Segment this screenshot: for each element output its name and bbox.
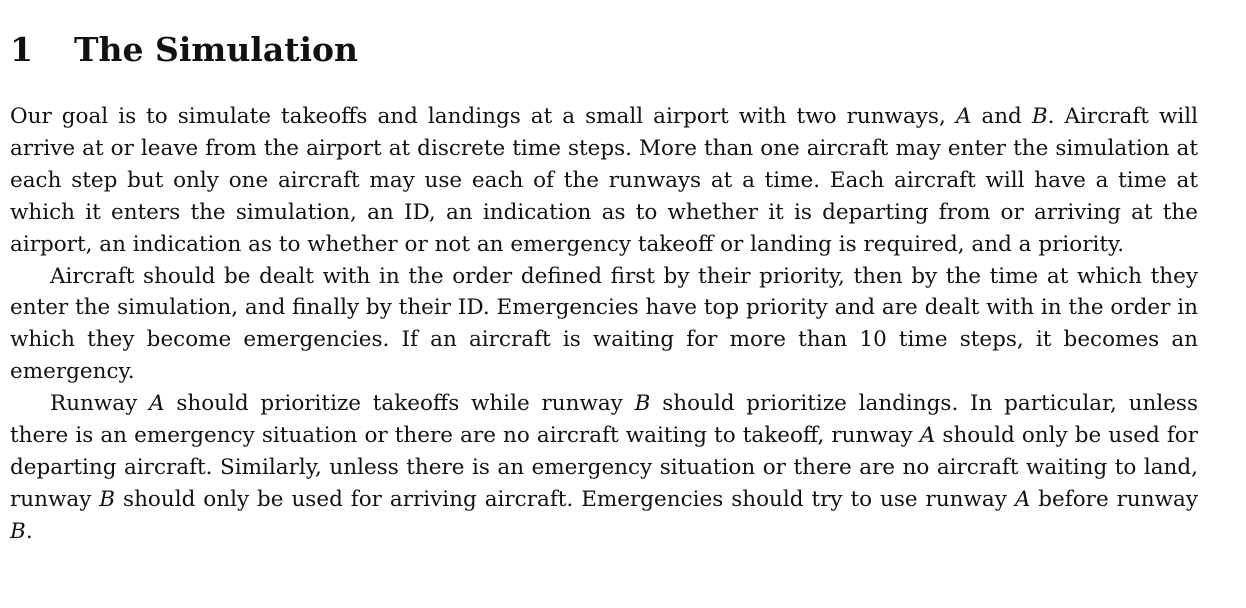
math-variable: A [149, 391, 165, 417]
text-run: Aircraft should be dealt with in the order defined first by their priority, then by the time at which they enter the simulation, and finally by their ID. Emergencies have top priority and are dealt with in the order in which they become emergencies. If an aircraft is waiting for more than 10 time steps, it becomes an emergency. [10, 263, 1198, 385]
text-run: . Aircraft will arrive at or leave from the airport at discrete time steps. More than one aircraft may enter the simulation at each step but only one aircraft may use each of the runways at a time. Each aircraft will have a time at which it enters the simulation, an ID, an indication as to whether it is departing from or arriving at the airport, an indication as to whether or not an emergency takeoff or landing is required, and a priority. [10, 104, 1198, 257]
text-run: should only be used for departing aircraft. Similarly, unless there is an emergency situation or there are no aircraft waiting to land, runway [10, 423, 1199, 512]
section-number: 1 [10, 30, 33, 69]
text-run: and [971, 104, 1032, 129]
math-variable: A [1014, 486, 1031, 512]
text-run: should prioritize landings. In particular, unless there is an emergency situation or there are no aircraft waiting to takeoff, runway [10, 391, 1198, 449]
paragraph-ordering [10, 261, 1198, 389]
text-run: before runway [1030, 486, 1198, 512]
text-run: should prioritize takeoffs while runway [164, 391, 635, 417]
math-variable: B [99, 486, 116, 512]
math-variable: B [1031, 104, 1048, 129]
paragraph-runways [10, 388, 1198, 548]
section-heading [10, 22, 1198, 78]
text-run: Runway [50, 391, 150, 417]
section-title: The Simulation [74, 30, 359, 69]
text-run: . [25, 518, 33, 544]
math-variable: A [955, 104, 972, 129]
paragraph-intro [10, 101, 1198, 261]
document-page [10, 22, 1198, 548]
text-run: should only be used for arriving aircraft. Emergencies should try to use runway [115, 486, 1015, 512]
math-variable: A [919, 423, 936, 449]
math-variable: B [10, 518, 26, 544]
math-variable: B [634, 391, 651, 417]
text-run: Our goal is to simulate takeoffs and landings at a small airport with two runways, [10, 104, 956, 129]
